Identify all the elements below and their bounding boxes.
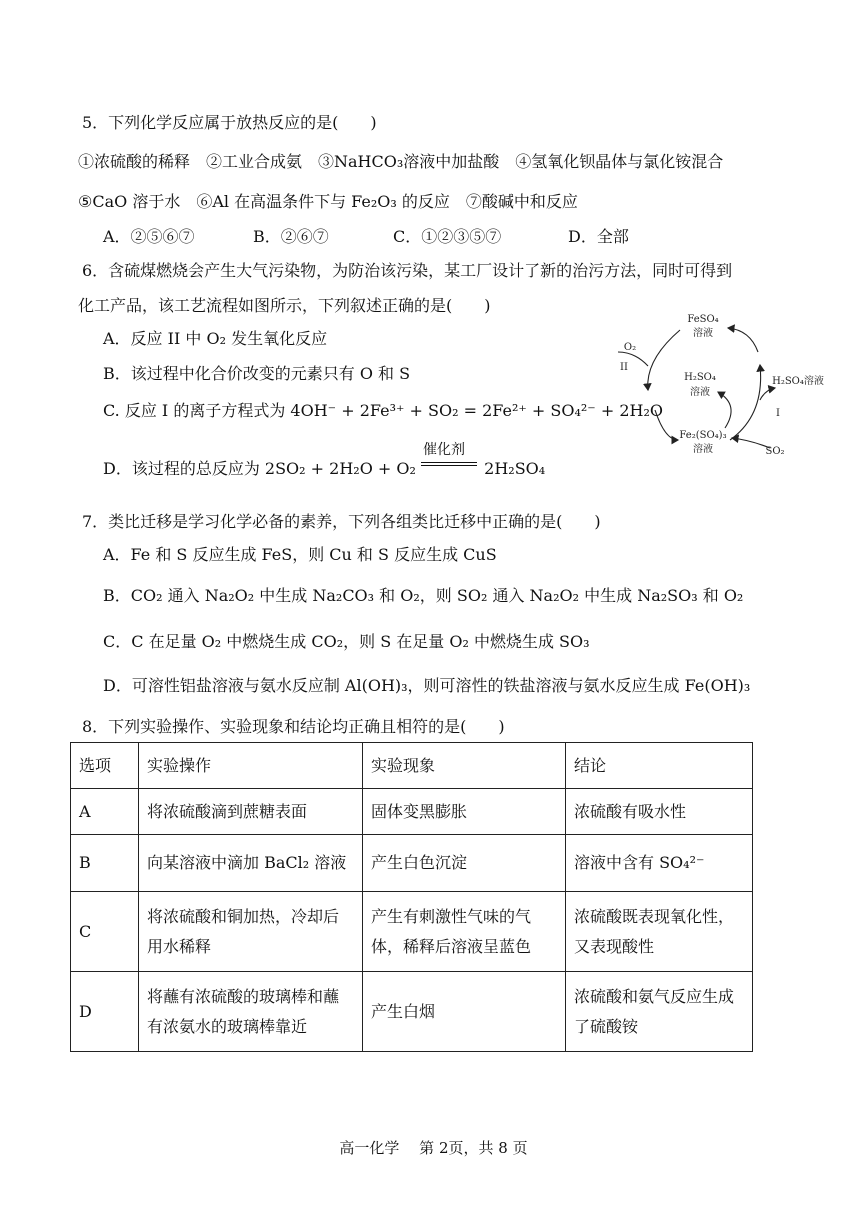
o2-label: O₂ <box>623 342 637 353</box>
row-a-phenomenon: 固体变黑膨胀 <box>363 789 566 835</box>
page-footer: 高一化学 第 2页，共 8 页 <box>339 1139 528 1157</box>
h2so4-inner-label: H₂SO₄ <box>684 372 716 383</box>
process-cycle-diagram <box>600 300 840 470</box>
h2so4-product-label: H₂SO₄溶液 <box>772 376 824 387</box>
feso4-solution-label: 溶液 <box>693 328 713 339</box>
row-d-option: D <box>71 972 139 1052</box>
row-d-phenomenon: 产生白烟 <box>363 972 566 1052</box>
q7-option-b[interactable]: B．CO₂ 通入 Na₂O₂ 中生成 Na₂CO₃ 和 O₂，则 SO₂ 通入 Na₂O₂ 中生成 Na₂SO₃ 和 O₂ <box>103 586 744 605</box>
q7-option-a[interactable]: A．Fe 和 S 反应生成 FeS，则 Cu 和 S 反应生成 CuS <box>103 545 497 564</box>
row-b-operation: 向某溶液中滴加 BaCl₂ 溶液 <box>139 835 363 892</box>
q6-stem-line2: 化工产品，该工艺流程如图所示，下列叙述正确的是( ) <box>78 296 491 315</box>
fe2so43-solution-label: 溶液 <box>693 444 713 455</box>
row-d-operation: 将蘸有浓硫酸的玻璃棒和蘸有浓氨水的玻璃棒靠近 <box>139 972 363 1052</box>
q5-option-a[interactable]: A．②⑤⑥⑦ <box>103 227 195 246</box>
catalyst-arrow <box>421 442 479 480</box>
q6-option-d[interactable] <box>103 442 546 480</box>
q7-option-c[interactable]: C．C 在足量 O₂ 中燃烧生成 CO₂，则 S 在足量 O₂ 中燃烧生成 SO₃ <box>103 632 590 651</box>
table-row <box>71 892 753 972</box>
q6-stem-line1: 6．含硫煤燃烧会产生大气污染物，为防治该污染，某工厂设计了新的治污方法，同时可得到 <box>82 261 733 280</box>
q6-option-c[interactable]: C. 反应 I 的离子方程式为 4OH⁻ + 2Fe³⁺ + SO₂ = 2Fe²⁺ + SO₄²⁻ + 2H₂O <box>103 401 663 420</box>
header-phenomenon: 实验现象 <box>363 743 566 789</box>
q5-items-line2: ⑤CaO 溶于水 ⑥Al 在高温条件下与 Fe₂O₃ 的反应 ⑦酸碱中和反应 <box>78 192 578 211</box>
fe2so43-label: Fe₂(SO₄)₃ <box>679 430 727 441</box>
h2so4-inner-solution-label: 溶液 <box>690 387 710 398</box>
table-row <box>71 835 753 892</box>
q5-options <box>103 226 629 248</box>
header-option: 选项 <box>71 743 139 789</box>
q7-stem: 7．类比迁移是学习化学必备的素养，下列各组类比迁移中正确的是( ) <box>82 512 601 531</box>
row-c-phenomenon: 产生有刺激性气味的气体，稀释后溶液呈蓝色 <box>363 892 566 972</box>
table-row <box>71 789 753 835</box>
row-a-option: A <box>71 789 139 835</box>
row-d-conclusion: 浓硫酸和氨气反应生成了硫酸铵 <box>566 972 753 1052</box>
table-header-row <box>71 743 753 789</box>
q6-option-a[interactable]: A．反应 II 中 O₂ 发生氧化反应 <box>103 329 328 348</box>
row-c-option: C <box>71 892 139 972</box>
q7-option-d[interactable]: D．可溶性铝盐溶液与氨水反应制 Al(OH)₃，则可溶性的铁盐溶液与氨水反应生成 Fe(OH)₃ <box>103 676 751 695</box>
q6-option-d-prefix: D．该过程的总反应为 2SO₂ + 2H₂O + O₂ <box>103 459 416 478</box>
row-b-phenomenon: 产生白色沉淀 <box>363 835 566 892</box>
header-operation: 实验操作 <box>139 743 363 789</box>
row-b-option: B <box>71 835 139 892</box>
reaction-ii-label: II <box>620 362 628 373</box>
q6-option-b[interactable]: B．该过程中化合价改变的元素只有 O 和 S <box>103 364 411 383</box>
reaction-i-label: I <box>776 408 780 419</box>
row-c-conclusion: 浓硫酸既表现氧化性，又表现酸性 <box>566 892 753 972</box>
row-b-conclusion: 溶液中含有 SO₄²⁻ <box>566 835 753 892</box>
so2-label: SO₂ <box>765 446 785 457</box>
q5-items-line1: ①浓硫酸的稀释 ②工业合成氨 ③NaHCO₃溶液中加盐酸 ④氢氧化钡晶体与氯化铵混合 <box>78 152 724 171</box>
q5-option-c[interactable]: C．①②③⑤⑦ <box>393 227 502 246</box>
q5-option-d[interactable]: D．全部 <box>568 227 629 246</box>
q5-stem: 5．下列化学反应属于放热反应的是( ) <box>82 113 377 132</box>
q5-option-b[interactable]: B．②⑥⑦ <box>253 227 329 246</box>
catalyst-label: 催化剂 <box>423 442 466 458</box>
header-conclusion: 结论 <box>566 743 753 789</box>
row-c-operation: 将浓硫酸和铜加热，冷却后用水稀释 <box>139 892 363 972</box>
row-a-operation: 将浓硫酸滴到蔗糖表面 <box>139 789 363 835</box>
q8-experiment-table <box>70 742 753 1052</box>
row-a-conclusion: 浓硫酸有吸水性 <box>566 789 753 835</box>
table-row <box>71 972 753 1052</box>
q6-option-d-suffix: 2H₂SO₄ <box>484 459 546 478</box>
feso4-label: FeSO₄ <box>687 314 719 325</box>
q8-stem: 8．下列实验操作、实验现象和结论均正确且相符的是( ) <box>82 717 505 736</box>
